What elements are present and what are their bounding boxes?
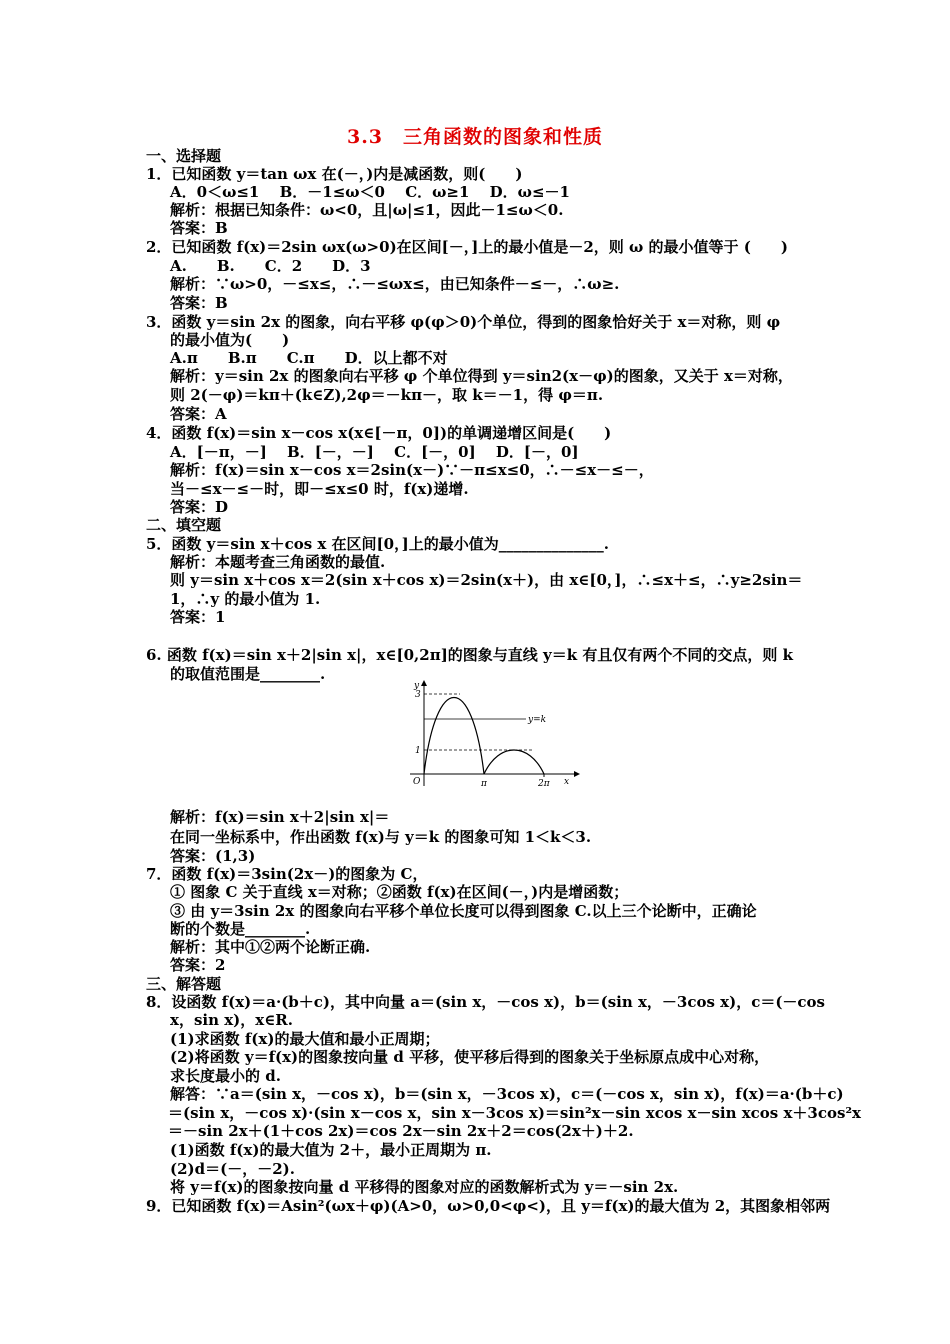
section-heading: 三、解答题	[146, 975, 222, 993]
text-line: 则 y＝sin x＋cos x＝2(sin x＋cos x)＝2sin(x＋)，由 x∈[0，]，∴≤x＋≤，∴y≥2sin＝	[170, 571, 803, 589]
text-line: 4．函数 f(x)＝sin x－cos x(x∈[－π，0])的单调递增区间是( )	[146, 424, 612, 442]
text-line: 解析：本题考查三角函数的最值.	[170, 553, 386, 571]
text-line: A. B. C．2 D．3	[170, 257, 371, 275]
text-line: 答案：1	[170, 608, 226, 626]
text-line: 则 2(－φ)＝kπ＋(k∈Z),2φ＝－kπ－，取 k＝－1，得 φ＝π.	[170, 386, 604, 404]
text-line: 7．函数 f(x)＝3sin(2x－)的图象为 C，	[146, 865, 428, 883]
graph-tick-1: 1	[415, 746, 421, 756]
text-line: 5．函数 y＝sin x＋cos x 在区间[0，]上的最小值为______________.	[146, 535, 609, 553]
graph-line-label: y=k	[528, 715, 547, 725]
graph-tick-3: 3	[415, 690, 421, 700]
text-line: 将 y＝f(x)的图象按向量 d 平移得的图象对应的函数解析式为 y＝－sin 2x.	[170, 1178, 679, 1196]
section-heading: 一、选择题	[146, 147, 222, 165]
text-line: 8．设函数 f(x)＝a·(b＋c)，其中向量 a＝(sin x，－cos x)，b＝(sin x，－3cos x)，c＝(－cos	[146, 993, 826, 1011]
text-line: ① 图象 C 关于直线 x＝对称；②函数 f(x)在区间(－，)内是增函数；	[170, 883, 629, 901]
text-line: 求长度最小的 d.	[170, 1067, 281, 1085]
text-line: 断的个数是________.	[170, 920, 311, 938]
graph-y-axis-label: y	[414, 681, 420, 691]
function-graph	[404, 678, 584, 790]
text-line: 解析：根据已知条件：ω<0，且|ω|≤1，因此－1≤ω＜0.	[170, 201, 564, 219]
graph-tick-pi: π	[481, 779, 487, 789]
text-line: A．[－π，－] B．[－，－] C．[－，0] D．[－，0]	[170, 443, 579, 461]
text-line: 解析：其中①②两个论断正确.	[170, 938, 371, 956]
section-heading: 二、填空题	[146, 516, 222, 534]
text-line: 解析：∵ω>0，－≤x≤，∴－≤ωx≤，由已知条件－≤－，∴ω≥.	[170, 275, 620, 293]
text-line: 1．已知函数 y＝tan ωx 在(－，)内是减函数，则( )	[146, 165, 523, 183]
text-line: x，sin x)，x∈R.	[170, 1011, 293, 1029]
text-line: ＝－sin 2x＋(1＋cos 2x)＝cos 2x－sin 2x＋2＝cos(2x＋)＋2.	[168, 1122, 634, 1140]
text-line: ③ 由 y＝3sin 2x 的图象向右平移个单位长度可以得到图象 C.以上三个论断中，正确论	[170, 902, 757, 920]
text-line: (2)d＝(－，－2).	[170, 1160, 295, 1178]
text-line: 2．已知函数 f(x)＝2sin ωx(ω>0)在区间[－，]上的最小值是－2，则 ω 的最小值等于 ( )	[146, 238, 788, 256]
text-line: 答案：B	[170, 219, 228, 237]
text-line: 3．函数 y＝sin 2x 的图象，向右平移 φ(φ＞0)个单位，得到的图象恰好关于 x＝对称，则 φ	[146, 313, 781, 331]
text-line: 答案：D	[170, 498, 229, 516]
text-line: 解析：f(x)＝sin x＋2|sin x|＝	[170, 808, 390, 826]
text-line: 的取值范围是________.	[170, 665, 326, 683]
text-line: A．0＜ω≤1 B．－1≤ω＜0 C．ω≥1 D．ω≤－1	[170, 183, 570, 201]
page-title: 3.3 三角函数的图象和性质	[346, 126, 604, 148]
text-line: A.π B.π C.π D．以上都不对	[170, 349, 448, 367]
text-line: 1，∴y 的最小值为 1.	[170, 590, 321, 608]
text-line: ＝(sin x，－cos x)·(sin x－cos x，sin x－3cos x)＝sin²x－sin xcos x－sin xcos x＋3cos²x	[168, 1104, 861, 1122]
text-line: 当－≤x－≤－时，即－≤x≤0 时，f(x)递增.	[170, 480, 469, 498]
text-line: (2)将函数 y＝f(x)的图象按向量 d 平移，使平移后得到的图象关于坐标原点成中心对称，	[170, 1048, 770, 1066]
text-line: 的最小值为( )	[170, 331, 290, 349]
text-line: 答案：B	[170, 294, 228, 312]
text-line: 解析：y＝sin 2x 的图象向右平移 φ 个单位得到 y＝sin2(x－φ)的图象，又关于 x＝对称，	[170, 367, 793, 385]
text-line: (1)求函数 f(x)的最大值和最小正周期；	[170, 1030, 440, 1048]
text-line: 6. 函数 f(x)＝sin x＋2|sin x|，x∈[0,2π]的图象与直线 y＝k 有且仅有两个不同的交点，则 k	[146, 646, 793, 664]
text-line: 解答：∵a＝(sin x，－cos x)，b＝(sin x，－3cos x)，c＝(－cos x，sin x)，f(x)＝a·(b＋c)	[170, 1085, 844, 1103]
graph-origin-label: O	[413, 777, 421, 787]
text-line: 解析：f(x)＝sin x－cos x＝2sin(x－)∵－π≤x≤0，∴－≤x－≤－，	[170, 461, 654, 479]
text-line: (1)函数 f(x)的最大值为 2＋，最小正周期为 π.	[170, 1141, 492, 1159]
text-line: 答案：2	[170, 956, 226, 974]
text-line: 9．已知函数 f(x)＝Asin²(ωx＋φ)(A>0，ω>0,0<φ<)，且 y＝f(x)的最大值为 2，其图象相邻两	[146, 1197, 831, 1215]
text-line: 答案：(1,3)	[170, 847, 256, 865]
text-line: 在同一坐标系中，作出函数 f(x)与 y＝k 的图象可知 1＜k＜3.	[170, 828, 592, 846]
graph-x-axis-label: x	[564, 777, 570, 787]
graph-tick-2pi: 2π	[538, 779, 550, 789]
text-line: 答案：A	[170, 405, 227, 423]
